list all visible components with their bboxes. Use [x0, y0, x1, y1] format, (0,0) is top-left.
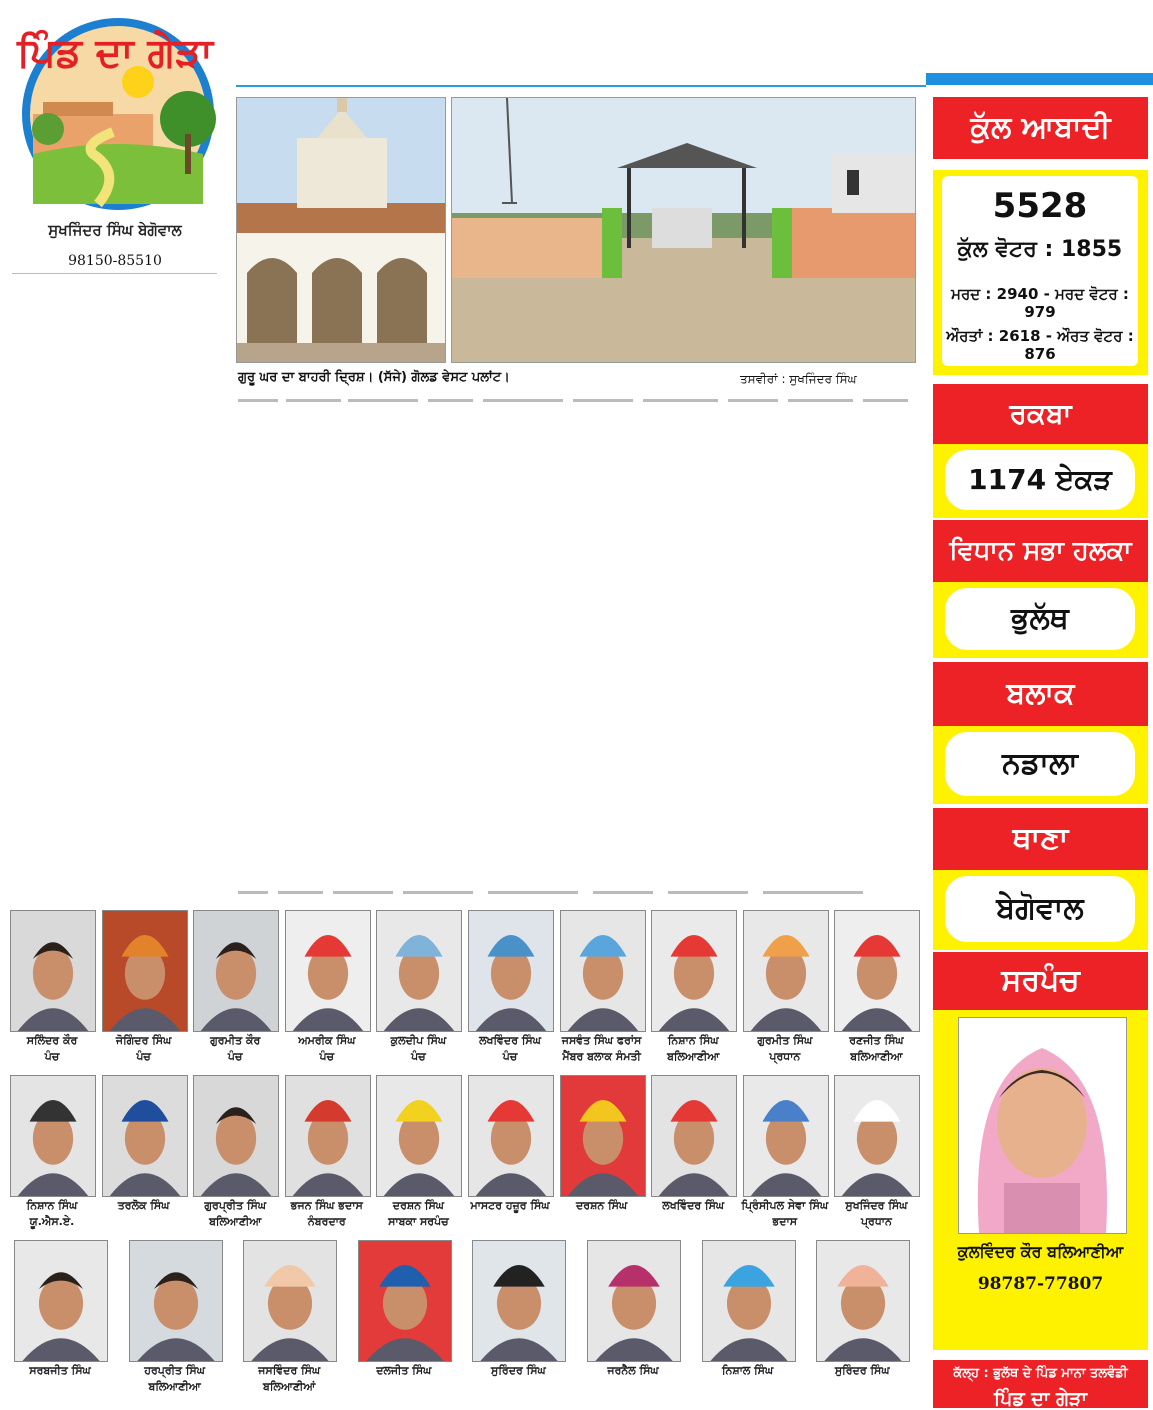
member-photo	[468, 910, 554, 1032]
member-name: ਸਲਿੰਦਰ ਕੌਰ	[26, 1034, 78, 1047]
member-name: ਕੁਲਦੀਪ ਸਿੰਘ	[390, 1034, 447, 1047]
member-card	[702, 1240, 794, 1400]
member-card	[10, 1075, 94, 1235]
member-title: ਸਾਬਕਾ ਸਰਪੰਚ	[388, 1215, 449, 1228]
member-photo	[743, 1075, 829, 1197]
total-voters: ਕੁੱਲ ਵੋਟਰ : 1855	[957, 237, 1123, 262]
member-name: ਸਰਬਜੀਤ ਸਿੰਘ	[29, 1364, 91, 1377]
sarpanch-name: ਕੁਲਵਿੰਦਰ ਕੌਰ ਬਲਿਆਣੀਆ	[957, 1242, 1124, 1261]
male-population: ਮਰਦ : 2940 - ਮਰਦ ਵੋਟਰ : 979	[951, 285, 1129, 321]
member-title: ਬਲਿਆਣੀਆ	[850, 1050, 903, 1063]
member-photo	[243, 1240, 337, 1362]
member-photo	[358, 1240, 452, 1362]
member-photo	[376, 910, 462, 1032]
member-card	[468, 1075, 552, 1235]
member-title: ਬਲਿਆਣੀਆ	[148, 1380, 201, 1393]
member-name: ਜਰਨੈਲ ਸਿੰਘ	[607, 1364, 659, 1377]
member-card	[376, 1075, 460, 1235]
member-photo	[129, 1240, 223, 1362]
member-name: ਲਖਵਿੰਦਰ ਸਿੰਘ	[662, 1199, 725, 1212]
member-card	[193, 1075, 277, 1235]
member-title: ਪ੍ਰਧਾਨ	[769, 1050, 801, 1063]
member-photo	[702, 1240, 796, 1362]
member-photo	[285, 910, 371, 1032]
member-name: ਗੁਰਪ੍ਰੀਤ ਸਿੰਘ	[204, 1199, 266, 1212]
member-photo	[102, 910, 188, 1032]
member-name: ਸੁਰਿੰਦਰ ਸਿੰਘ	[491, 1364, 546, 1377]
member-card	[816, 1240, 908, 1400]
village-logo-icon	[3, 4, 228, 212]
member-name: ਦਰਸ਼ਨ ਸਿੰਘ	[576, 1199, 628, 1212]
block-value: ਨਡਾਲਾ	[945, 732, 1135, 796]
member-photo	[816, 1240, 910, 1362]
sarpanch-phone: 98787-77807	[977, 1274, 1104, 1294]
member-card	[743, 910, 827, 1070]
sarpanch-heading: ਸਰਪੰਚ	[933, 952, 1148, 1010]
member-card	[376, 910, 460, 1070]
member-name: ਨਿਸ਼ਾਨ ਸਿੰਘ	[667, 1034, 719, 1047]
member-photo	[472, 1240, 566, 1362]
reporter-phone: 98150-85510	[68, 253, 162, 269]
member-title: ਪੰਚ	[227, 1050, 243, 1063]
area-value: 1174 ਏਕੜ	[945, 450, 1135, 510]
member-card	[193, 910, 277, 1070]
member-card	[651, 910, 735, 1070]
logo-title: ਪਿੰਡ ਦਾ ਗੇੜਾ	[17, 30, 213, 76]
member-name: ਹਰਪ੍ਰੀਤ ਸਿੰਘ	[144, 1364, 205, 1377]
member-name: ਲਖਵਿੰਦਰ ਸਿੰਘ	[479, 1034, 541, 1047]
member-title: ਮੈਂਬਰ ਬਲਾਕ ਸੰਮਤੀ	[562, 1050, 641, 1063]
member-card	[358, 1240, 450, 1400]
member-title: ਨੰਬਰਦਾਰ	[307, 1215, 346, 1228]
member-card	[14, 1240, 106, 1400]
constituency-value: ਭੁਲੱਥ	[945, 588, 1135, 650]
member-card	[285, 1075, 369, 1235]
member-photo	[587, 1240, 681, 1362]
member-name: ਦਰਸ਼ਨ ਸਿੰਘ	[392, 1199, 444, 1212]
photo-credit: ਤਸਵੀਰਾਂ : ਸੁਖਜਿੰਦਰ ਸਿੰਘ	[740, 372, 857, 386]
member-name: ਪ੍ਰਿੰਸੀਪਲ ਸੇਵਾ ਸਿੰਘ	[741, 1199, 829, 1212]
member-card	[560, 1075, 644, 1235]
population-heading: ਕੁੱਲ ਆਬਾਦੀ	[933, 97, 1148, 159]
block-heading: ਬਲਾਕ	[933, 662, 1148, 726]
member-title: ਭਦਾਸ	[772, 1215, 798, 1228]
sarpanch-photo	[958, 1017, 1127, 1234]
member-photo	[193, 1075, 279, 1197]
member-title: ਪੰਚ	[136, 1050, 151, 1063]
member-title: ਬਲਿਆਣੀਆ	[667, 1050, 720, 1063]
logo	[3, 4, 228, 212]
member-photo	[560, 910, 646, 1032]
member-name: ਜਸਵੰਤ ਸਿੰਘ ਫਰਾਂਸ	[561, 1034, 642, 1047]
member-card	[472, 1240, 564, 1400]
member-photo	[834, 1075, 920, 1197]
member-name: ਰਣਜੀਤ ਸਿੰਘ	[849, 1034, 904, 1047]
member-photo	[102, 1075, 188, 1197]
member-photo	[285, 1075, 371, 1197]
member-title: ਪ੍ਰਧਾਨ	[860, 1215, 892, 1228]
member-photo	[376, 1075, 462, 1197]
member-name: ਨਿਸ਼ਾਨ ਸਿੰਘ	[26, 1199, 78, 1212]
police-station-value: ਬੇਗੋਵਾਲ	[945, 876, 1135, 942]
member-photo	[651, 910, 737, 1032]
female-population: ਔਰਤਾਂ : 2618 - ਔਰਤ ਵੋਟਰ : 876	[946, 327, 1134, 363]
member-card	[743, 1075, 827, 1235]
member-card	[651, 1075, 735, 1235]
reporter-name: ਸੁਖਜਿੰਦਰ ਸਿੰਘ ਬੇਗੋਵਾਲ	[48, 221, 182, 239]
member-name: ਦਲਜੀਤ ਸਿੰਘ	[376, 1364, 432, 1377]
member-card	[102, 910, 186, 1070]
member-title: ਪੰਚ	[502, 1050, 518, 1063]
member-name: ਨਿਸ਼ਾਲ ਸਿੰਘ	[721, 1364, 774, 1377]
member-name: ਮਾਸਟਰ ਹਜ਼ੂਰ ਸਿੰਘ	[470, 1199, 550, 1212]
member-name: ਸੁਖਜਿੰਦਰ ਸਿੰਘ	[845, 1199, 908, 1212]
member-name: ਭਜਨ ਸਿੰਘ ਭਦਾਸ	[290, 1199, 363, 1212]
gurdwara-photo	[236, 97, 446, 363]
member-name: ਗੁਰਮੀਤ ਸਿੰਘ	[757, 1034, 813, 1047]
area-heading: ਰਕਬਾ	[933, 384, 1148, 444]
member-card	[834, 910, 918, 1070]
faint-text-row	[238, 396, 913, 405]
waste-plant-photo	[451, 97, 916, 363]
member-name: ਅਮਰੀਕ ਸਿੰਘ	[298, 1034, 356, 1047]
member-card	[243, 1240, 335, 1400]
member-name: ਗੁਰਮੀਤ ਕੌਰ	[210, 1034, 261, 1047]
member-title: ਪੰਚ	[319, 1050, 335, 1063]
divider	[12, 273, 217, 274]
member-name: ਜਸਵਿੰਦਰ ਸਿੰਘ	[258, 1364, 321, 1377]
member-name: ਸੁਰਿੰਦਰ ਸਿੰਘ	[834, 1364, 890, 1377]
member-photo	[10, 1075, 96, 1197]
population-total: 5528	[992, 186, 1088, 226]
member-card	[560, 910, 644, 1070]
police-station-heading: ਥਾਣਾ	[933, 808, 1148, 870]
member-name: ਤਰਲੋਕ ਸਿੰਘ	[117, 1199, 170, 1212]
photo-caption: ਗੁਰੂ ਘਰ ਦਾ ਬਾਹਰੀ ਦ੍ਰਿਸ਼। (ਸੱਜੇ) ਗੋਲਡ ਵੇਸਟ ਪਲਾਂਟ।	[238, 370, 510, 385]
member-photo	[651, 1075, 737, 1197]
member-photo	[14, 1240, 108, 1362]
top-rule	[236, 85, 926, 87]
constituency-heading: ਵਿਧਾਨ ਸਭਾ ਹਲਕਾ	[933, 520, 1148, 582]
member-photo	[10, 910, 96, 1032]
member-card	[587, 1240, 679, 1400]
member-card	[129, 1240, 221, 1400]
member-photo	[743, 910, 829, 1032]
member-card	[102, 1075, 186, 1235]
member-title: ਯੂ.ਐਸ.ਏ.	[29, 1215, 75, 1228]
footer-next: ਕੱਲ੍ਹ : ਭੁਲੱਥ ਦੇ ਪਿੰਡ ਮਾਨਾ ਤਲਵੰਡੀ	[953, 1366, 1128, 1381]
member-card	[285, 910, 369, 1070]
member-card	[468, 910, 552, 1070]
member-photo	[834, 910, 920, 1032]
member-title: ਬਲਿਆਣੀਆਂ	[263, 1380, 316, 1393]
footer-title: ਪਿੰਡ ਦਾ ਗੇੜਾ	[993, 1388, 1088, 1410]
member-title: ਪੰਚ	[411, 1050, 426, 1063]
member-title: ਬਲਿਆਣੀਆ	[209, 1215, 262, 1228]
member-photo	[560, 1075, 646, 1197]
top-accent-bar	[926, 73, 1153, 85]
member-name: ਜੋਗਿੰਦਰ ਸਿੰਘ	[115, 1034, 172, 1047]
member-card	[834, 1075, 918, 1235]
member-title: ਪੰਚ	[44, 1050, 60, 1063]
member-photo	[193, 910, 279, 1032]
member-card	[10, 910, 94, 1070]
faint-text-row	[238, 888, 873, 897]
member-photo	[468, 1075, 554, 1197]
